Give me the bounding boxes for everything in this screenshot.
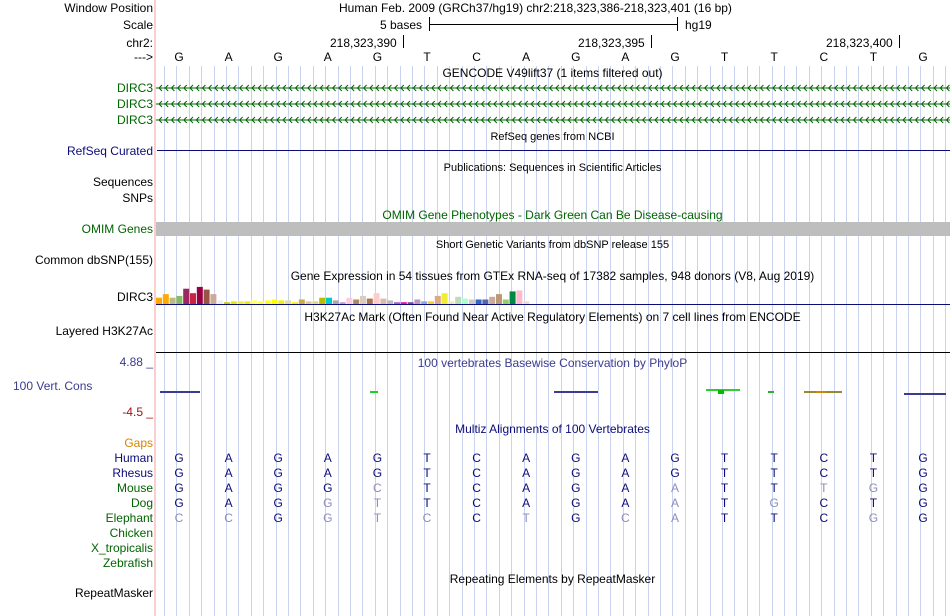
multiz-base: G [174, 496, 184, 510]
dbsnp-track-title[interactable]: Short Genetic Variants from dbSNP release 155 [435, 239, 670, 251]
h3k27ac-label[interactable]: Layered H3K27Ac [55, 324, 153, 338]
phylop-label[interactable]: 100 Vert. Cons [13, 379, 93, 393]
multiz-base: T [720, 466, 729, 480]
multiz-base: T [720, 511, 729, 525]
window-position-value: Human Feb. 2009 (GRCh37/hg19) chr2:218,323,386-218,323,401 (16 bp) [339, 1, 732, 15]
multiz-base: A [224, 481, 233, 495]
multiz-base: G [918, 481, 928, 495]
sequence-base: T [720, 50, 729, 64]
scale-label: Scale [122, 18, 153, 32]
phylop-signal[interactable] [156, 386, 950, 400]
gtex-tissue-bar [489, 297, 495, 304]
gtex-tissue-bar [210, 294, 216, 304]
gtex-tissue-bar [435, 296, 441, 304]
multiz-species-label[interactable]: Mouse [116, 481, 153, 495]
multiz-base: C [472, 451, 481, 465]
multiz-base: G [323, 496, 333, 510]
chr-label: chr2: [126, 36, 153, 50]
gencode-transcript-3 [156, 117, 950, 123]
multiz-base: G [273, 481, 283, 495]
multiz-base: T [522, 511, 530, 525]
multiz-species-label[interactable]: Zebrafish [102, 556, 153, 570]
multiz-species-label[interactable]: Chicken [109, 526, 153, 540]
multiz-base: T [373, 511, 382, 525]
multiz-base: G [571, 496, 581, 510]
refseq-track-title[interactable]: RefSeq genes from NCBI [490, 131, 615, 143]
multiz-base: T [373, 496, 382, 510]
strand-label: ---> [134, 50, 153, 64]
multiz-base: C [819, 496, 829, 510]
coord-tick-3-mark [899, 35, 900, 48]
publications-track-title[interactable]: Publications: Sequences in Scientific Articles [443, 162, 662, 174]
multiz-base: T [720, 496, 729, 510]
coord-tick-1-mark [403, 35, 404, 48]
multiz-base: C [174, 511, 184, 525]
multiz-base: T [423, 496, 431, 510]
omim-phenotype-bar[interactable] [156, 222, 950, 236]
gtex-label[interactable]: DIRC3 [116, 290, 153, 304]
multiz-track-title[interactable]: Multiz Alignments of 100 Vertebrates [455, 422, 650, 436]
multiz-base: G [918, 451, 928, 465]
sequence-base: C [819, 50, 829, 64]
multiz-base: T [423, 466, 431, 480]
h3k27ac-track-title[interactable]: H3K27Ac Mark (Often Found Near Active Regulatory Elements) on 7 cell lines from ENCODE [304, 310, 801, 324]
multiz-base: G [868, 511, 879, 525]
multiz-base: A [621, 496, 630, 510]
multiz-base: A [522, 451, 531, 465]
multiz-base: T [869, 466, 878, 480]
gencode-transcript-2 [156, 101, 950, 107]
multiz-base: A [670, 511, 679, 525]
multiz-species-label[interactable]: Dog [130, 496, 153, 510]
multiz-base: A [522, 496, 531, 510]
multiz-base: T [869, 451, 878, 465]
multiz-base: A [323, 466, 332, 480]
multiz-base: A [621, 466, 630, 480]
multiz-base: C [472, 481, 481, 495]
coord-tick-3: 218,323,400 [826, 36, 893, 50]
gtex-tissue-bar [360, 296, 366, 304]
multiz-base: A [670, 481, 679, 495]
multiz-base: G [174, 451, 184, 465]
multiz-base: C [224, 511, 233, 525]
gtex-tissue-bar [510, 291, 516, 304]
multiz-base: G [571, 466, 581, 480]
multiz-base: G [273, 511, 283, 525]
phylop-track-title[interactable]: 100 vertebrates Basewise Conservation by PhyloP [417, 356, 688, 370]
gtex-tissue-bar [197, 287, 203, 304]
coord-tick-2-mark [651, 35, 652, 48]
sequence-base: T [423, 50, 431, 64]
multiz-base: T [770, 481, 778, 495]
multiz-base: G [868, 481, 879, 495]
multiz-base: G [174, 466, 184, 480]
repeatmasker-label[interactable]: RepeatMasker [74, 586, 153, 600]
multiz-base: C [472, 496, 481, 510]
sequence-base: A [224, 50, 233, 64]
gtex-tissue-bar [374, 293, 380, 304]
multiz-base: G [273, 466, 283, 480]
multiz-base: A [621, 481, 630, 495]
multiz-base: G [918, 496, 928, 510]
sequence-base: A [522, 50, 531, 64]
multiz-base: C [472, 511, 481, 525]
gencode-track-title[interactable]: GENCODE V49lift37 (1 items filtered out) [442, 66, 663, 80]
gtex-gene-line [156, 304, 950, 305]
multiz-base: T [770, 511, 778, 525]
publications-snps-label[interactable]: SNPs [122, 191, 153, 205]
sequence-base: G [670, 50, 680, 64]
multiz-base: A [224, 496, 233, 510]
multiz-base: A [522, 481, 531, 495]
sequence-base: G [571, 50, 581, 64]
scale-bar-right-tick [677, 17, 678, 31]
sequence-base: A [621, 50, 630, 64]
sequence-base: G [918, 50, 928, 64]
multiz-base: T [869, 496, 878, 510]
h3k27ac-baseline [156, 352, 950, 353]
sequence-base: G [174, 50, 184, 64]
multiz-base: G [769, 496, 779, 510]
sequence-base: G [372, 50, 383, 64]
gtex-tissue-bar [442, 293, 448, 304]
multiz-base: T [720, 481, 729, 495]
sequence-base: C [472, 50, 481, 64]
sequence-base: T [770, 50, 778, 64]
gtex-tissue-bar [496, 294, 502, 304]
gencode-transcripts[interactable] [156, 82, 950, 130]
scale-assembly: hg19 [685, 18, 712, 32]
phylop-min-label: -4.5 _ [122, 405, 153, 419]
refseq-label[interactable]: RefSeq Curated [66, 144, 153, 158]
multiz-base: T [770, 466, 778, 480]
publications-sequences-label[interactable]: Sequences [92, 175, 153, 189]
multiz-base: A [323, 451, 332, 465]
multiz-base: G [571, 511, 581, 525]
gtex-tissue-bar [163, 294, 169, 304]
multiz-base: A [621, 451, 630, 465]
multiz-base: G [323, 481, 333, 495]
multiz-base: T [770, 451, 778, 465]
gtex-tissue-bar [204, 290, 210, 304]
multiz-species-label[interactable]: X_tropicalis [90, 541, 153, 555]
gencode-transcript-1 [156, 85, 950, 91]
gencode-row-label-1[interactable]: DIRC3 [116, 81, 153, 95]
multiz-base: T [423, 481, 431, 495]
multiz-base: T [423, 451, 431, 465]
multiz-base: C [621, 511, 630, 525]
multiz-base: G [918, 466, 928, 480]
repeatmasker-track-title[interactable]: Repeating Elements by RepeatMasker [449, 572, 656, 586]
phylop-max-label: 4.88 _ [119, 355, 153, 369]
gtex-tissue-bar [190, 293, 196, 304]
omim-track-title[interactable]: OMIM Gene Phenotypes - Dark Green Can Be Disease-causing [382, 208, 723, 222]
multiz-base: A [224, 466, 233, 480]
multiz-base: A [522, 466, 531, 480]
multiz-base: C [819, 511, 829, 525]
gencode-row-label-3[interactable]: DIRC3 [116, 113, 153, 127]
window-position-label: Window Position [64, 1, 153, 15]
multiz-base: G [571, 451, 581, 465]
multiz-base: C [472, 466, 481, 480]
multiz-base: T [820, 481, 828, 495]
multiz-base: A [224, 451, 233, 465]
gtex-tissue-bar [183, 289, 189, 304]
multiz-gaps-label[interactable]: Gaps [124, 436, 153, 450]
dbsnp-label[interactable]: Common dbSNP(155) [34, 253, 153, 267]
multiz-base: G [918, 511, 928, 525]
multiz-species-label[interactable]: Human [114, 451, 153, 465]
omim-label[interactable]: OMIM Genes [81, 222, 153, 236]
multiz-base: G [372, 466, 383, 480]
refseq-gene-line[interactable] [157, 150, 950, 151]
coord-tick-2: 218,323,395 [578, 36, 645, 50]
sequence-base: A [323, 50, 332, 64]
gtex-track-title[interactable]: Gene Expression in 54 tissues from GTEx RNA-seq of 17382 samples, 948 donors (V8, Aug 2019) [290, 269, 815, 283]
multiz-base: G [670, 466, 680, 480]
gtex-tissue-bar [516, 291, 522, 305]
multiz-base: G [273, 451, 283, 465]
multiz-base: T [720, 451, 729, 465]
multiz-species-label[interactable]: Elephant [105, 511, 153, 525]
multiz-base: A [670, 496, 679, 510]
gtex-tissue-bar [455, 297, 461, 304]
multiz-base: C [819, 466, 829, 480]
multiz-base: G [174, 481, 184, 495]
multiz-base: G [670, 451, 680, 465]
multiz-base: G [273, 496, 283, 510]
sequence-base: T [869, 50, 878, 64]
gencode-row-label-2[interactable]: DIRC3 [116, 97, 153, 111]
coord-tick-1: 218,323,390 [330, 36, 397, 50]
multiz-base: C [373, 481, 382, 495]
multiz-base: C [819, 451, 829, 465]
multiz-base: C [422, 511, 432, 525]
scale-bases: 5 bases [380, 18, 423, 32]
sequence-base: G [273, 50, 283, 64]
gtex-tissue-bar [176, 296, 182, 304]
multiz-base: G [323, 511, 333, 525]
gtex-expression-bars[interactable] [156, 284, 950, 306]
multiz-base: G [571, 481, 581, 495]
multiz-base: G [372, 451, 383, 465]
multiz-species-label[interactable]: Rhesus [112, 466, 153, 480]
scale-bar [429, 24, 677, 25]
